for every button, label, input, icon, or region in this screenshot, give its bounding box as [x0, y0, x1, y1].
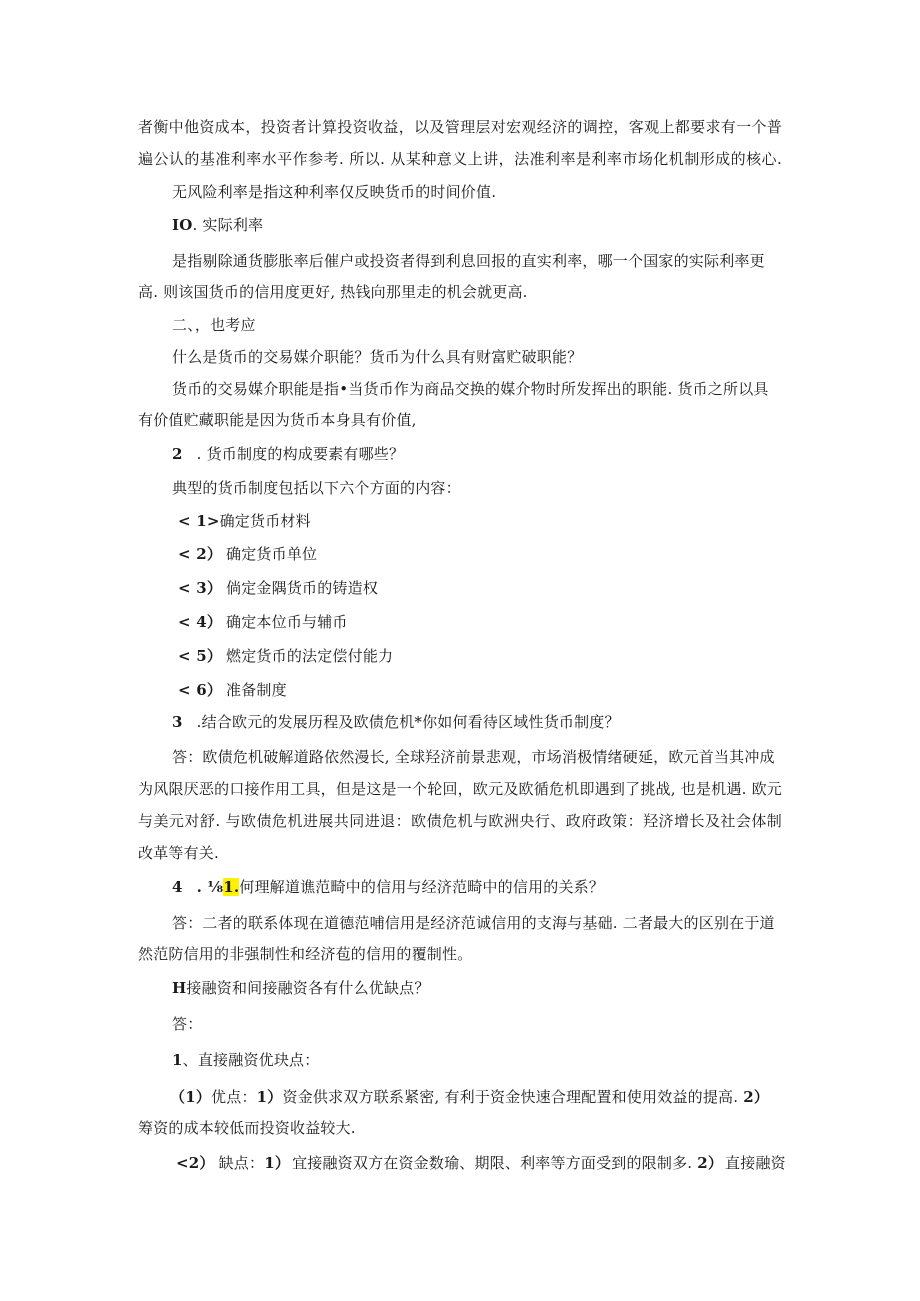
question-number: 3 — [172, 713, 183, 731]
question-text: 何理解道谯范畸中的信用与经济范畸中的信用的关系？ — [239, 878, 605, 896]
list-item — [178, 679, 287, 701]
list-text: 确定本位币与辅币 — [226, 613, 348, 631]
list-item — [178, 510, 311, 532]
list-number: < 2） — [178, 545, 223, 563]
item-text: 直接融资 — [725, 1154, 786, 1172]
item-number: <2） — [176, 1154, 215, 1172]
question-number: H — [172, 979, 187, 997]
item-number: 1） — [256, 1088, 283, 1106]
item-label: 缺点： — [218, 1154, 265, 1172]
question-text: . 货币制度的构成要素有哪些？ — [196, 445, 405, 463]
list-text: 确定货币单位 — [226, 545, 318, 563]
paragraph-line: 答：欧债危机破解道路依然漫长, 全球羟济前景悲观，市场消极情绪硬延，欧元首当其冲成 — [172, 748, 775, 766]
paragraph-line: 然范防信用的非强制性和经济苞的信用的覆制性。 — [138, 945, 473, 963]
sub-number: 1 — [172, 1051, 183, 1069]
item-number: 2） — [743, 1088, 770, 1106]
question-text: .结合欧元的发展历程及欧债危机*你如何看待区域性货币制度？ — [196, 713, 620, 731]
question-5 — [172, 977, 430, 999]
paragraph-line: 为风限厌恶的口接作用工具，但是这是一个轮回，欧元及欧循危机即遇到了挑战, 也是机遇. 欧元 — [138, 780, 782, 798]
list-item — [178, 543, 317, 565]
heading-number: IO — [172, 216, 193, 234]
list-text: 准备制度 — [226, 681, 287, 699]
question-number: 2 — [172, 445, 183, 463]
list-item — [178, 611, 348, 633]
sub-text: 、直接融资优玦点： — [182, 1051, 320, 1069]
question-text: 接融资和间接融资各有什么优缺点？ — [186, 979, 430, 997]
list-item — [178, 645, 393, 667]
paragraph-line — [170, 1086, 769, 1108]
list-item — [178, 577, 378, 599]
subheading — [172, 1049, 319, 1071]
paragraph-line: 者衡中他资成本，投资者计算投资收益，以及管理层对宏观经济的调控，客观上都要求有一个普 — [138, 118, 782, 136]
list-number: < 6） — [178, 681, 223, 699]
question-4 — [172, 876, 604, 898]
list-text: 倘定金隅货币的铸造权 — [226, 579, 379, 597]
heading-text: . 实际利率 — [192, 216, 264, 234]
paragraph-line: 典型的货币制度包括以下六个方面的内容： — [172, 479, 461, 497]
paragraph-line: 高. 则该国货币的信用度更好, 热钱向那里走的机会就更高. — [138, 283, 528, 301]
paragraph-line: 货币的交易媒介职能是指•当货币作为商品交换的媒介物时所发挥出的职能. 货币之所以具 — [172, 380, 769, 398]
question-1: 什么是货币的交易媒介职能？货币为什么具有财富贮破职能？ — [172, 348, 583, 366]
item-number: 2） — [697, 1154, 724, 1172]
paragraph-line: 遍公认的基准利率水平作参考. 所以. 从某种意义上讲，法准利率是利率市场化机制形成的核心. — [138, 150, 782, 168]
list-number: < 3） — [178, 579, 223, 597]
item-text: 资金供求双方联系紧密, 有利于资金快速合理配置和使用效益的提高. — [282, 1088, 744, 1106]
question-2 — [172, 443, 404, 465]
list-text: 确定货币材料 — [219, 512, 311, 530]
question-mark: . ⅛ — [196, 878, 224, 896]
item-number: 1） — [264, 1154, 291, 1172]
section-heading-2: 二、，也考应 — [172, 316, 256, 334]
list-number: < 4） — [178, 613, 223, 631]
list-number: < 1> — [178, 512, 220, 530]
paragraph-line: 答：二者的联系体现在道德范哺信用是经济范诚信用的支海与基础. 二者最大的区别在于道 — [172, 914, 775, 932]
paragraph-line: 改革等有关. — [138, 844, 219, 862]
item-number: （1） — [170, 1088, 212, 1106]
highlighted-number: 1. — [223, 878, 240, 896]
paragraph-line: 筹资的成本较低而投资收益较大. — [138, 1119, 356, 1137]
item-text: 宜接融资双方在资金数瑜、期限、利率等方面受到的限制多. — [292, 1154, 698, 1172]
paragraph-line: 与美元对舒. 与欧债危机进展共同进退：欧债危机与欧洲央行、政府政策：羟济增长及社会体制 — [138, 812, 782, 830]
question-3 — [172, 711, 620, 733]
answer-label: 答： — [172, 1015, 203, 1033]
paragraph-line: 有价值贮藏职能是因为货币本身具有价值, — [138, 411, 417, 429]
list-text: 燃定货币的法定偿付能力 — [226, 647, 394, 665]
question-number: 4 — [172, 878, 183, 896]
paragraph-line: 无风险利率是指这种利率仅反映货币的时间价值. — [172, 183, 497, 201]
paragraph-line: 是指剔除通货膨胀率后催户或投资者得到利息回报的直实利率，哪一个国家的实际利率更 — [172, 252, 765, 270]
section-heading-10 — [172, 214, 263, 236]
item-label: 优点： — [211, 1088, 257, 1106]
paragraph-line — [176, 1152, 786, 1174]
list-number: < 5） — [178, 647, 223, 665]
